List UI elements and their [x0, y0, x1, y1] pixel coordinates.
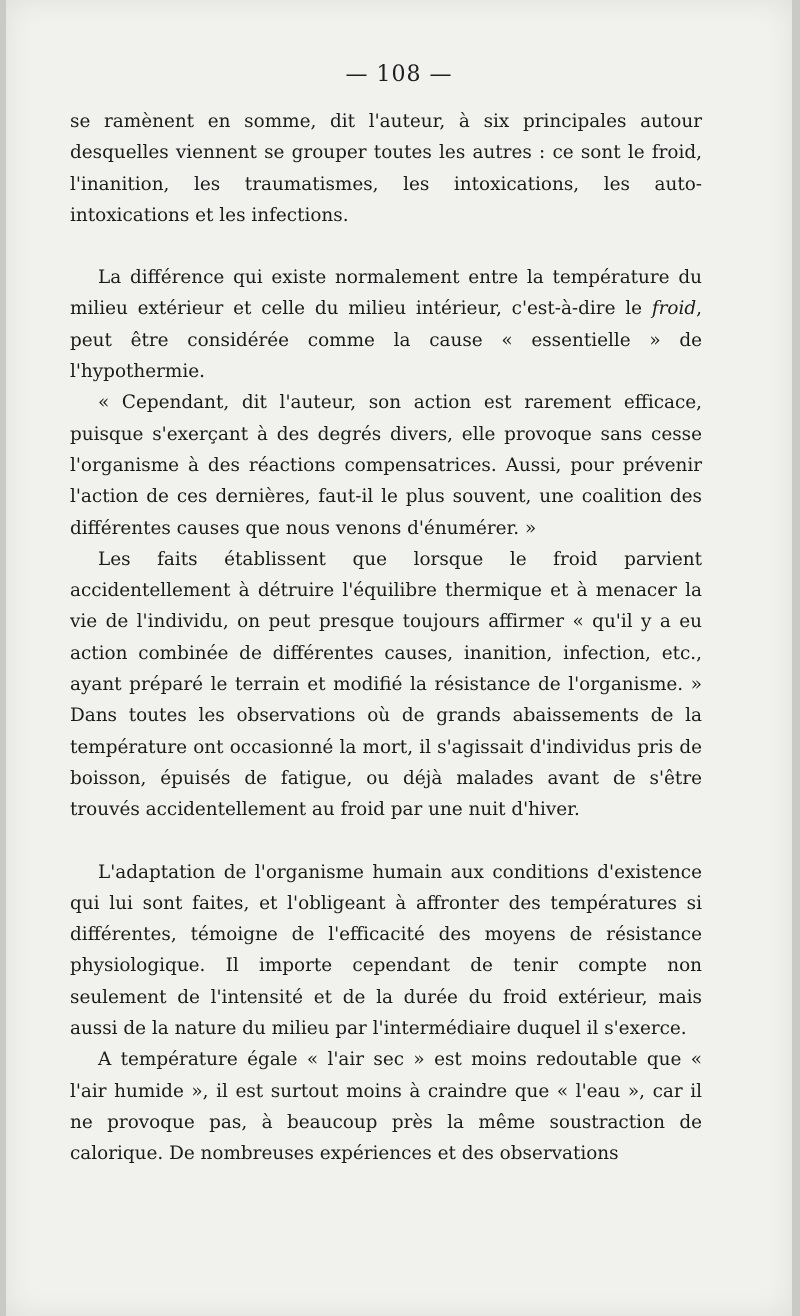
- paragraph-text: , peut être considérée comme la cause « essentielle » de l'hypothermie.: [70, 298, 702, 383]
- paragraph-temperature: A température égale « l'air sec » est moins redoutable que « l'air humide », il est surtout moins à craindre que « l'eau », car il ne provoque pas, à beaucoup près la même soustraction de calorique. De nombreuses expériences et des observations: [70, 1049, 702, 1165]
- document-page: [6, 0, 792, 1316]
- page-number: — 108 —: [345, 62, 453, 87]
- paragraph-causes: se ramènent en somme, dit l'auteur, à six principales autour desquelles viennent se grouper toutes les autres : ce sont le froid, l'inanition, les traumatismes, les intoxications, les auto-intoxications et les infections.: [70, 111, 702, 226]
- paragraph-quote-author: « Cependant, dit l'auteur, son action est rarement efficace, puisque s'exerçant à des degrés divers, elle provoque sans cesse l'organisme à des réactions compensatrices. Aussi, pour prévenir l'action de ces dernières, faut-il le plus souvent, une coalition des différentes causes que nous venons d'énumérer. »: [70, 392, 702, 539]
- paragraph-cold-definition: [70, 262, 702, 387]
- body-text: [70, 106, 702, 1170]
- paragraph-facts: Les faits établissent que lorsque le froid parvient accidentellement à détruire l'équilibre thermique et à menacer la vie de l'individu, on peut presque toujours affirmer « qu'il y a eu action combinée de différentes causes, inanition, infection, etc., ayant préparé le terrain et modifié la résistance de l'organisme. » Dans toutes les observations où de grands abaissements de la température ont occasionné la mort, il s'agissait d'individus pris de boisson, épuisés de fatigue, ou déjà malades avant de s'être trouvés accidentellement au froid par une nuit d'hiver.: [70, 548, 702, 821]
- paragraph-adaptation: L'adaptation de l'organisme humain aux conditions d'existence qui lui sont faites, et l'obligeant à affronter des températures si différentes, témoigne de l'efficacité des moyens de résistance physiologique. Il importe cependant de tenir compte non seulement de l'intensité et de la durée du froid extérieur, mais aussi de la nature du milieu par l'intermédiaire duquel il s'exerce.: [70, 861, 702, 1040]
- paragraph-text: La différence qui existe normalement entre la température du milieu extérieur et celle du milieu intérieur, c'est-à-dire le: [70, 267, 702, 320]
- emphasis-froid: froid: [651, 298, 697, 320]
